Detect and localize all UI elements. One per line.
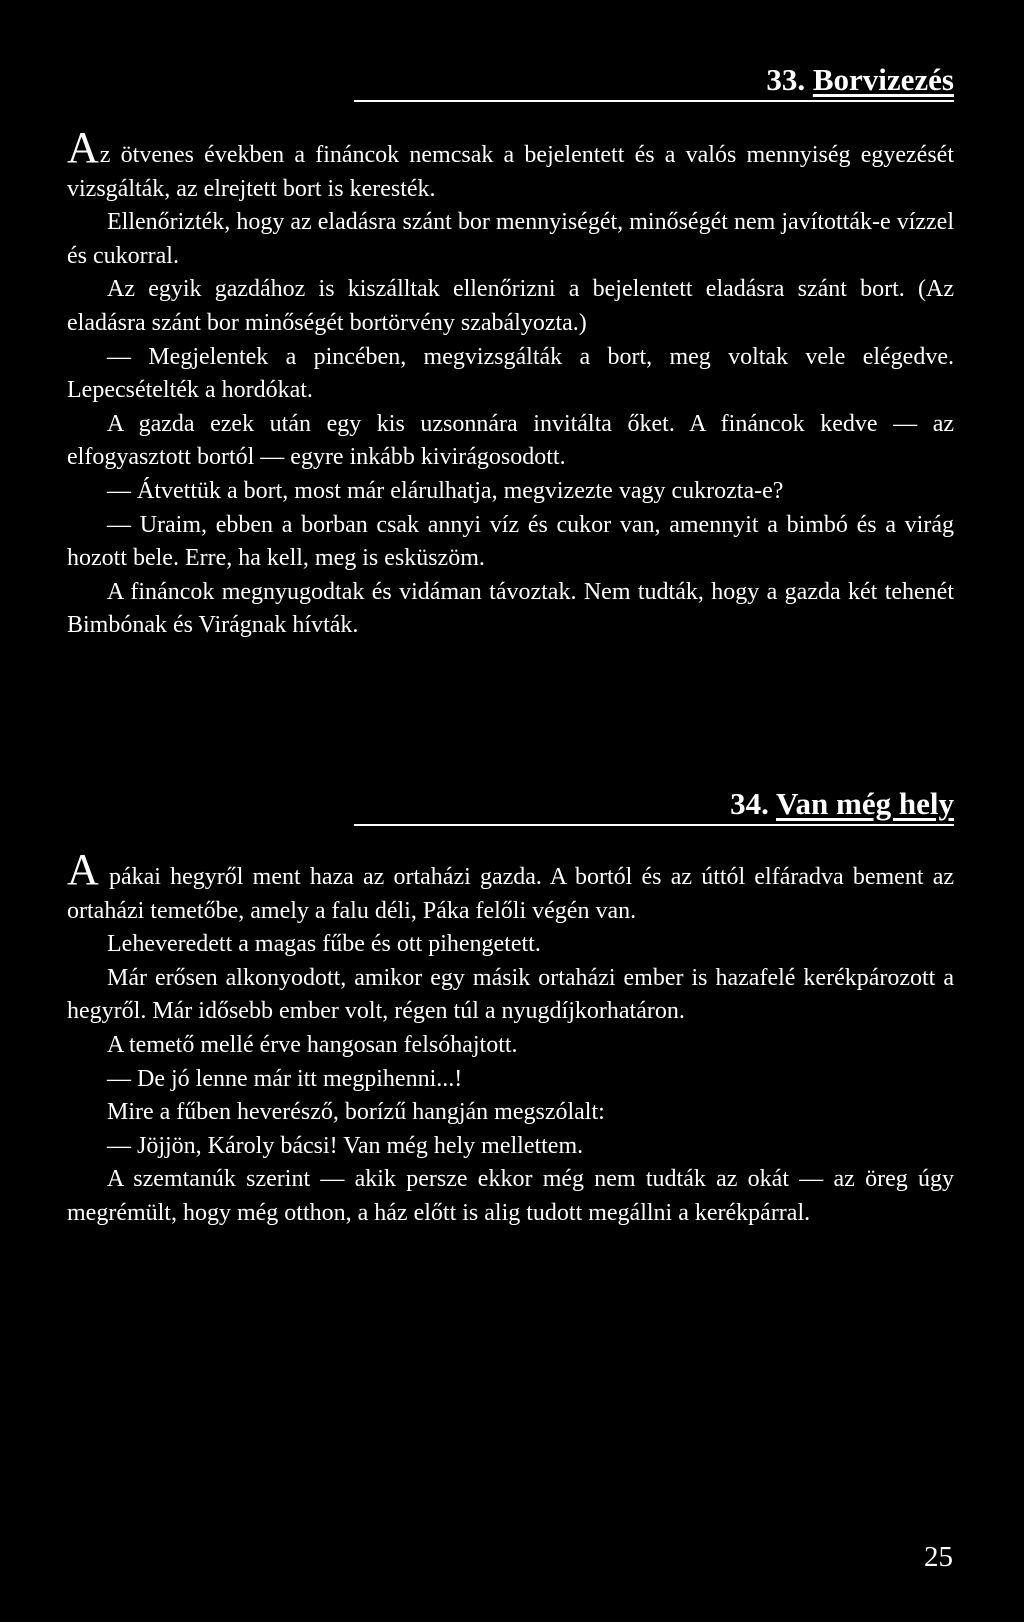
- chapter-34-body: [67, 845, 954, 1231]
- chapter-33-number: 33.: [766, 62, 806, 97]
- chapter-34-dropcap: A: [67, 845, 99, 894]
- chapter-33-dropcap: A: [67, 123, 99, 172]
- chapter-34-paragraph: A temető mellé érve hangosan felsóhajtott.: [107, 1031, 518, 1058]
- chapter-34-title: Van még hely: [776, 786, 954, 821]
- chapter-34-paragraph: A pákai hegyről ment haza az ortaházi gazda. A bortól és az úttól elfáradva bement az ortaházi temetőbe, amely a falu déli, Páka felőli végén van.: [67, 845, 954, 924]
- chapter-33-paragraph: Az ötvenes években a fináncok nemcsak a bejelentett és a valós mennyiség egyezését vizsgálták, az elrejtett bort is keresték.: [67, 123, 954, 202]
- chapter-33-heading: [354, 62, 954, 102]
- chapter-33-paragraph: A fináncok megnyugodtak és vidáman távoztak. Nem tudták, hogy a gazda két tehenét Bimbónak és Virágnak hívták.: [67, 578, 954, 639]
- chapter-33-paragraph: — Megjelentek a pincében, megvizsgálták a bort, meg voltak vele elégedve. Lepecsételték a hordókat.: [67, 343, 954, 404]
- chapter-33-paragraph: — Uraim, ebben a borban csak annyi víz és cukor van, amennyit a bimbó és a virág hozott bele. Erre, ha kell, meg is esküszöm.: [67, 511, 954, 572]
- chapter-34-heading: [354, 786, 954, 826]
- chapter-34-paragraph: Már erősen alkonyodott, amikor egy másik ortaházi ember is hazafelé kerékpározott a hegyről. Már idősebb ember volt, régen túl a nyugdíjkorhatáron.: [67, 964, 954, 1025]
- chapter-34-paragraph: Mire a fűben heverésző, borízű hangján megszólalt:: [107, 1099, 605, 1126]
- chapter-34-paragraph: Leheveredett a magas fűbe és ott pihengetett.: [107, 931, 541, 958]
- chapter-33-body: [67, 123, 954, 643]
- chapter-33-paragraph: A gazda ezek után egy kis uzsonnára invitálta őket. A fináncok kedve — az elfogyasztott bortól — egyre inkább kivirágosodott.: [67, 410, 954, 471]
- chapter-33-paragraph: — Átvettük a bort, most már elárulhatja, megvizezte vagy cukrozta-e?: [107, 477, 784, 504]
- chapter-34-number: 34.: [730, 786, 769, 821]
- page-number: 25: [924, 1541, 953, 1573]
- chapter-34-paragraph: A szemtanúk szerint — akik persze ekkor még nem tudták az okát — az öreg úgy megrémült, hogy még otthon, a ház előtt is alig tudott megállni a kerékpárral.: [67, 1166, 954, 1226]
- chapter-34-paragraph: — Jöjjön, Károly bácsi! Van még hely mellettem.: [107, 1132, 584, 1159]
- chapter-34-paragraph: — De jó lenne már itt megpihenni...!: [107, 1065, 463, 1092]
- chapter-33-paragraph: Az egyik gazdához is kiszálltak ellenőrizni a bejelentett eladásra szánt bort. (Az eladásra szánt bor minőségét bortörvény szabályozta.): [67, 276, 954, 336]
- chapter-33-title: Borvizezés: [812, 62, 954, 97]
- chapter-33-paragraph: Ellenőrizték, hogy az eladásra szánt bor mennyiségét, minőségét nem javították-e vízzel és cukorral.: [67, 209, 954, 269]
